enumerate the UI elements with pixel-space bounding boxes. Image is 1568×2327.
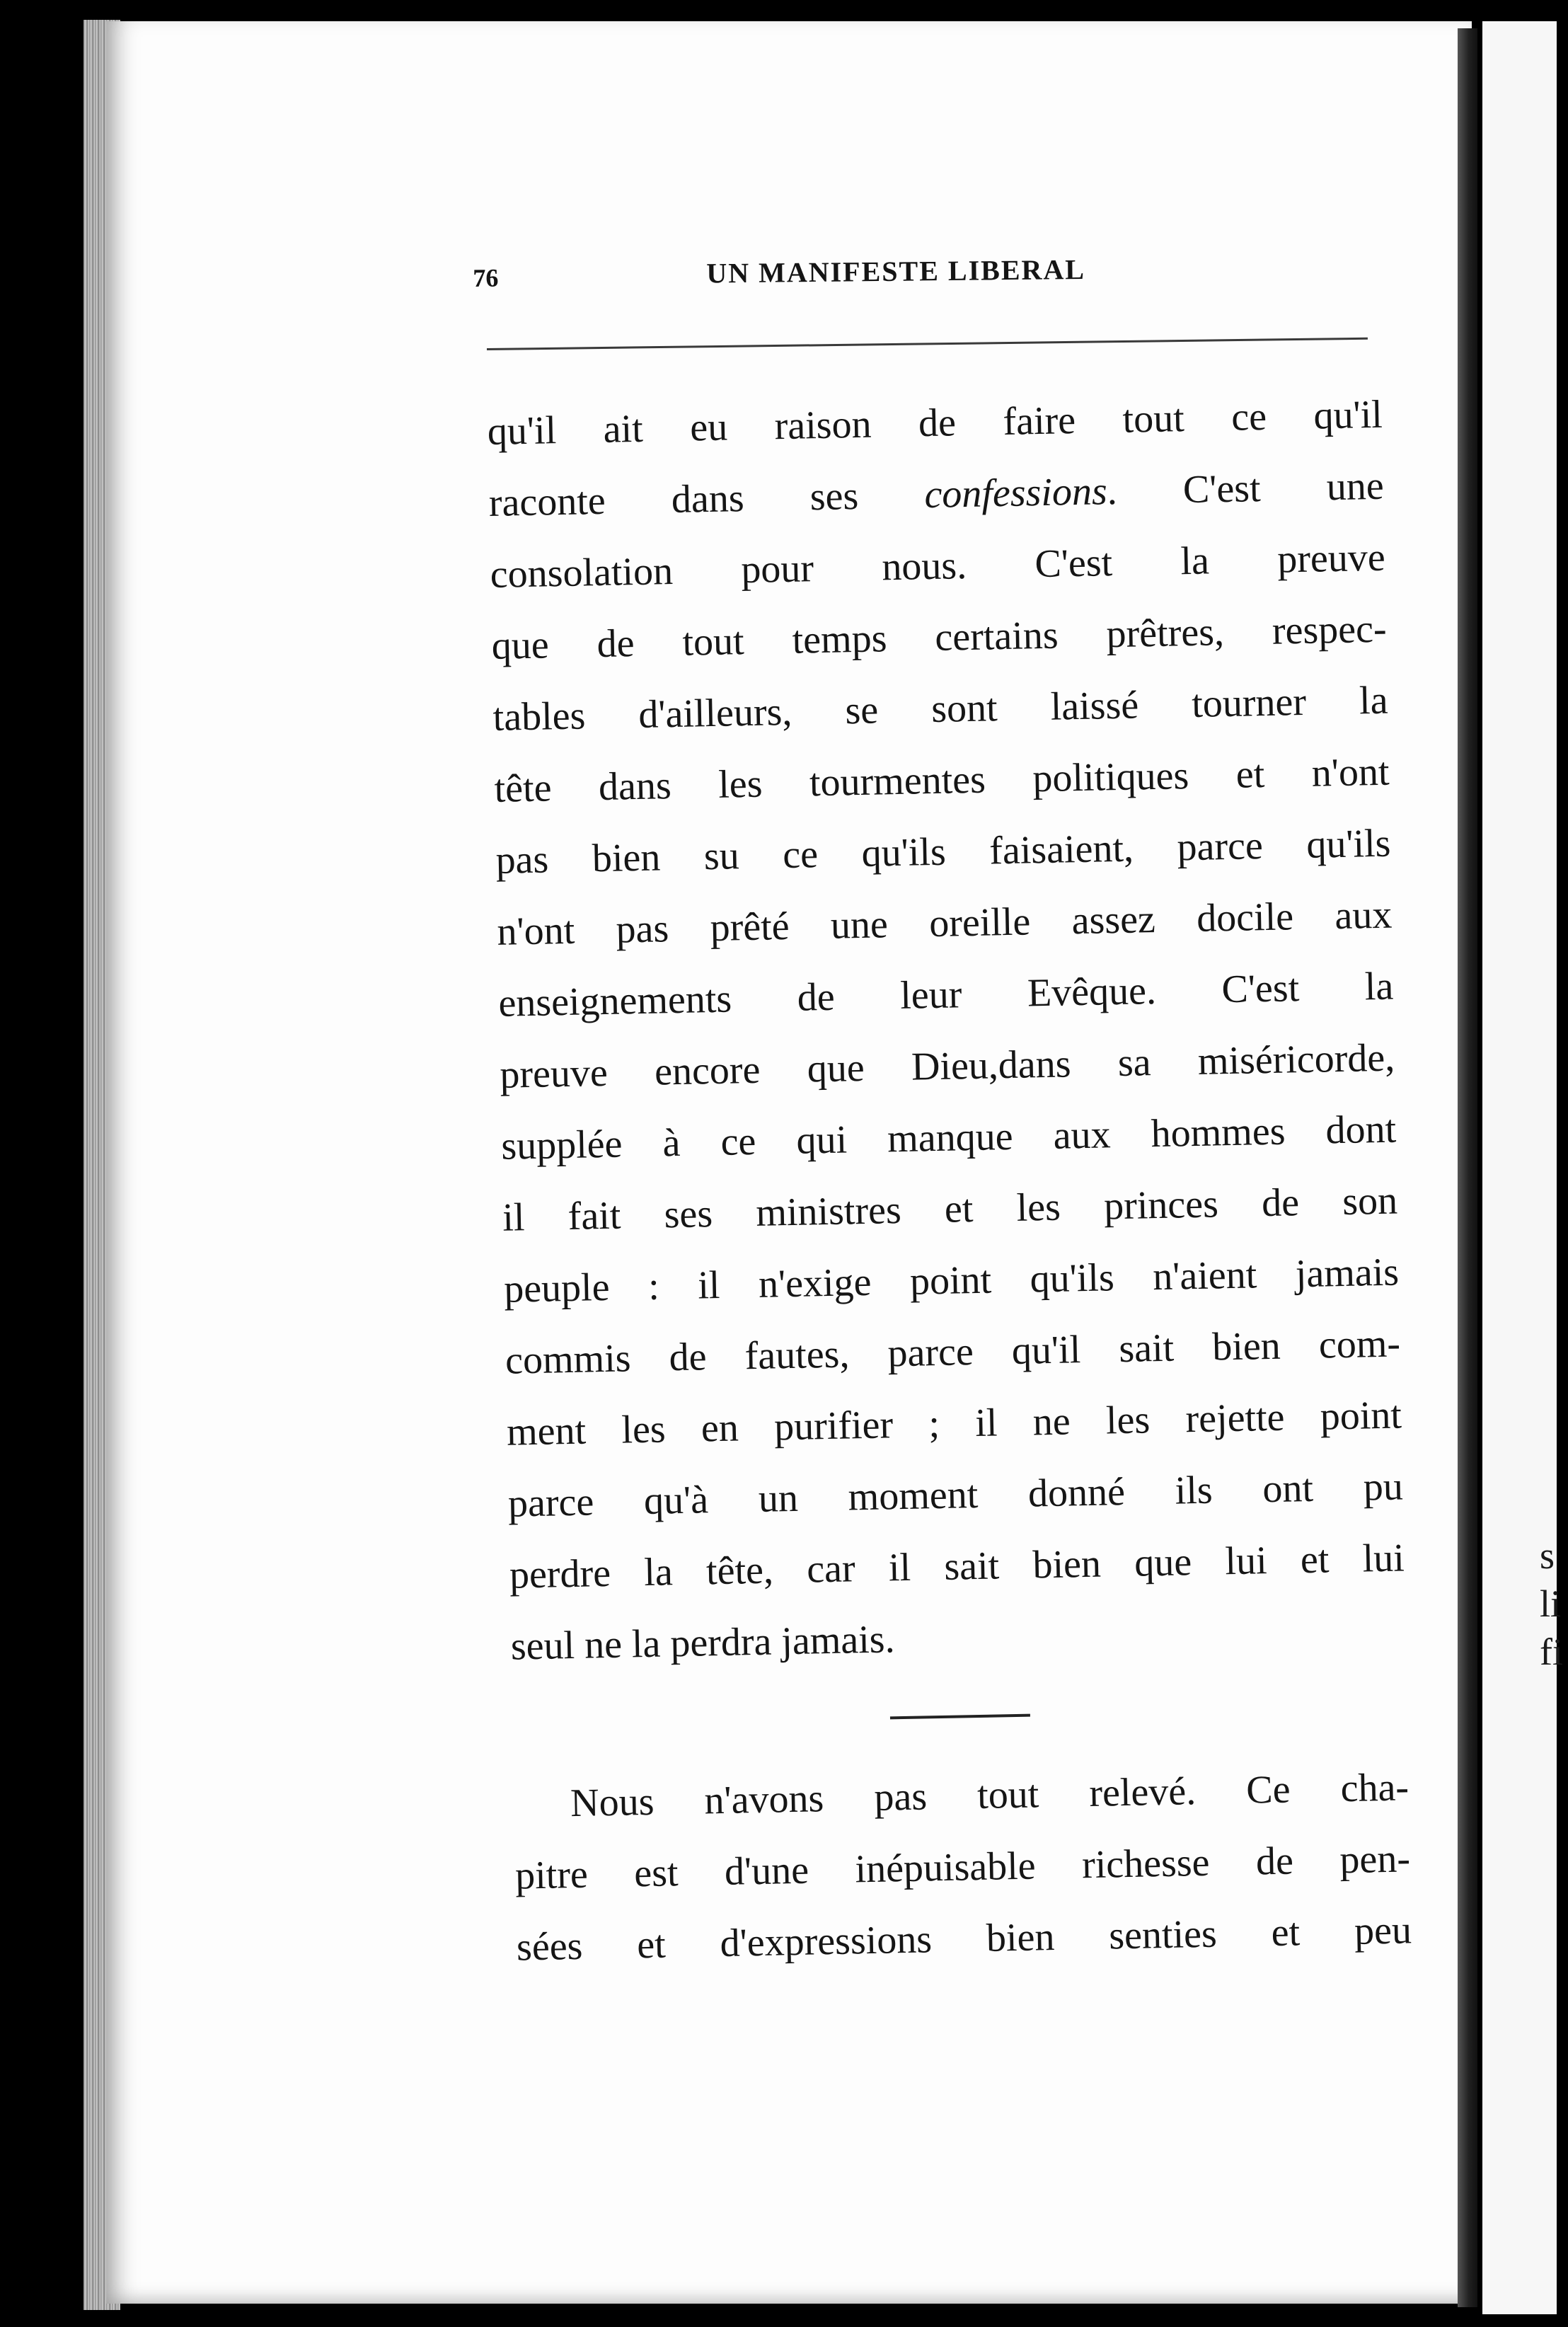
facing-page-text-fragment (1540, 1532, 1568, 1676)
text-line: pas bien su ce qu'ils faisaient, parce qu'ils (495, 821, 1391, 883)
text-line: ment les en purifier ; il ne les rejette point (506, 1393, 1402, 1454)
text-line: il fait ses ministres et les princes de son (502, 1178, 1398, 1240)
text-line: enseignements de leur Evêque. C'est la (497, 964, 1394, 1025)
text-line: sées et d'expressions bien senties et peu (516, 1908, 1412, 1970)
text-line: qu'il ait eu raison de faire tout ce qu'il (487, 392, 1383, 454)
text-line: commis de fautes, parce qu'il sait bien com- (505, 1321, 1401, 1383)
paragraph-2 (513, 1752, 1426, 1984)
page-number: 76 (473, 263, 499, 292)
text-line: perdre la tête, car il sait bien que lui et lui (509, 1536, 1405, 1597)
text-line: que de tout temps certains prêtres, respec- (491, 607, 1388, 668)
text-line: preuve encore que Dieu,dans sa miséricorde, (499, 1035, 1395, 1097)
facing-line: fi (1540, 1631, 1563, 1673)
text-line: tables d'ailleurs, se sont laissé tourner la (492, 678, 1389, 740)
facing-line: li (1540, 1582, 1562, 1625)
italic-title: confessions (923, 469, 1108, 517)
paragraph-1 (487, 379, 1421, 1682)
book-gutter (1458, 28, 1477, 2307)
body-text (487, 379, 1426, 1983)
text-line: peuple : il n'exige point qu'ils n'aient jamais (503, 1250, 1400, 1311)
section-divider (890, 1714, 1030, 1720)
facing-line: s (1540, 1534, 1555, 1577)
text-span: . C'est une (1107, 464, 1385, 514)
text-line: seul ne la perdra jamais. (510, 1617, 896, 1669)
text-line: tête dans les tourmentes politiques et n'ont (494, 749, 1390, 811)
text-line: pitre est d'une inépuisable richesse de pen- (514, 1837, 1411, 1898)
text-line: parce qu'à un moment donné ils ont pu (507, 1464, 1404, 1526)
text-line: n'ont pas prêté une oreille assez docile aux (496, 892, 1393, 954)
text-line: Nous n'avons pas tout relevé. Ce cha- (570, 1765, 1410, 1826)
text-line: supplée à ce qui manque aux hommes dont (500, 1107, 1397, 1168)
facing-page (1482, 21, 1557, 2314)
text-line: consolation pour nous. C'est la preuve (490, 535, 1386, 597)
running-title: UN MANIFESTE LIBERAL (706, 253, 1086, 289)
text-span: raconte dans ses (488, 473, 926, 525)
